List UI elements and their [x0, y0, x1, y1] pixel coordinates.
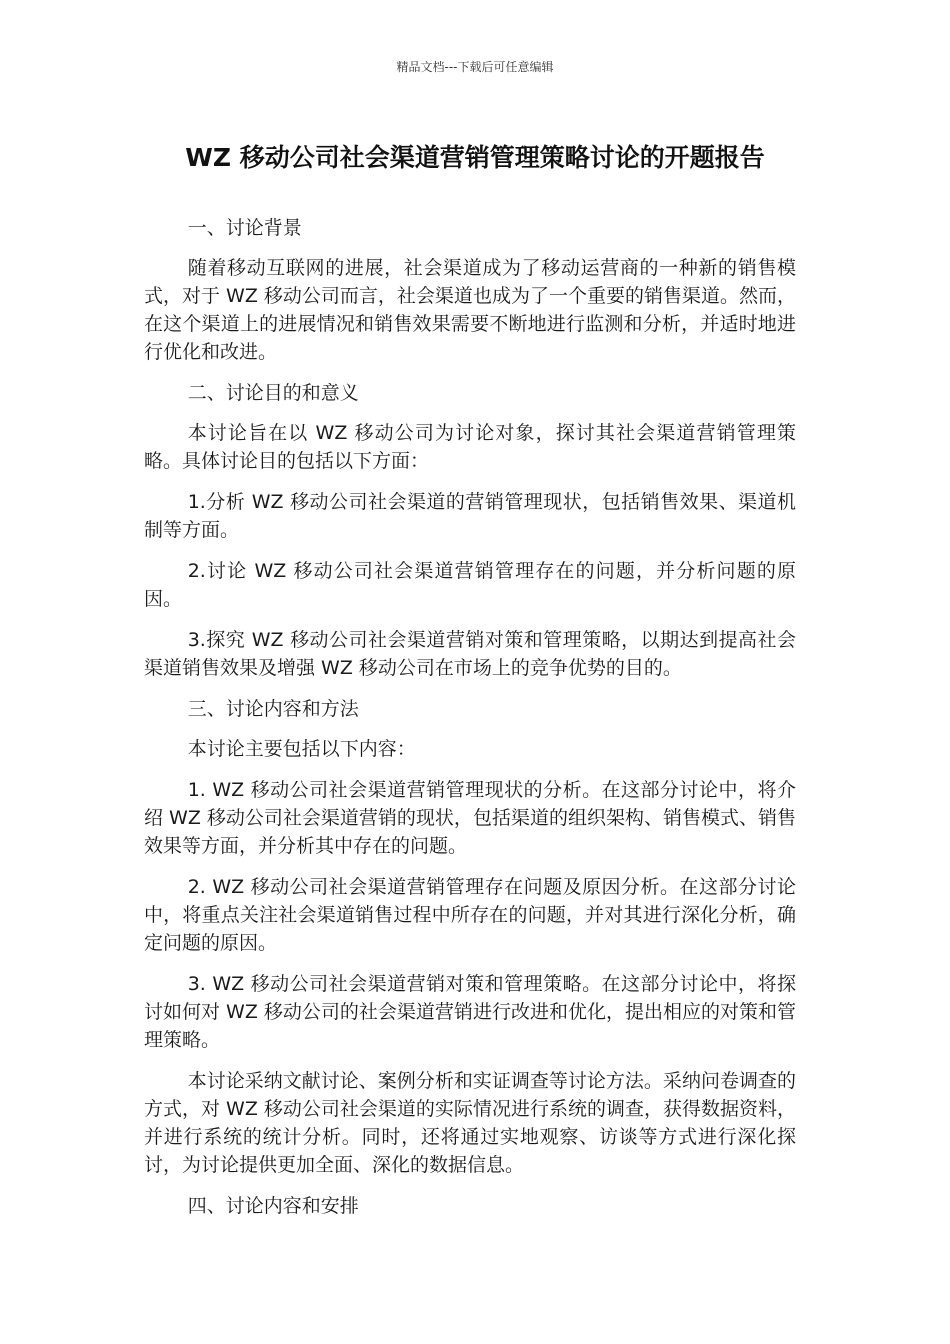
section-heading-content-method: 三、讨论内容和方法: [187, 698, 359, 720]
purpose-item-1: 1.分析 WZ 移动公司社会渠道的营销管理现状，包括销售效果、渠道机制等方面。: [144, 491, 796, 541]
content-item-1: 1. WZ 移动公司社会渠道营销管理现状的分析。在这部分讨论中，将介绍 WZ 移动公司社会渠道营销的现状，包括渠道的组织架构、销售模式、销售效果等方面，并分析其中存在的问题。: [144, 779, 796, 857]
purpose-item-3: 3.探究 WZ 移动公司社会渠道营销对策和管理策略，以期达到提高社会渠道销售效果及增强 WZ 移动公司在市场上的竞争优势的目的。: [144, 629, 796, 679]
paragraph-methods: 本讨论采纳文献讨论、案例分析和实证调查等讨论方法。采纳问卷调查的方式，对 WZ 移动公司社会渠道的实际情况进行系统的调查，获得数据资料，并进行系统的统计分析。同时，还将通过实地观察、访谈等方式进行深化探讨，为讨论提供更加全面、深化的数据信息。: [144, 1070, 796, 1176]
content-item-3: 3. WZ 移动公司社会渠道营销对策和管理策略。在这部分讨论中，将探讨如何对 WZ 移动公司的社会渠道营销进行改进和优化，提出相应的对策和管理策略。: [144, 973, 796, 1051]
header-note: 精品文档---下载后可任意编辑: [396, 60, 554, 74]
section-heading-schedule: 四、讨论内容和安排: [187, 1195, 359, 1217]
purpose-item-2: 2.讨论 WZ 移动公司社会渠道营销管理存在的问题，并分析问题的原因。: [144, 560, 796, 610]
document-title: WZ 移动公司社会渠道营销管理策略讨论的开题报告: [185, 143, 765, 172]
paragraph-purpose-intro: 本讨论旨在以 WZ 移动公司为讨论对象，探讨其社会渠道营销管理策略。具体讨论目的包括以下方面：: [144, 422, 796, 472]
paragraph-content-intro: 本讨论主要包括以下内容：: [187, 738, 416, 760]
document-body: [144, 214, 796, 1232]
section-heading-purpose: 二、讨论目的和意义: [187, 382, 359, 404]
section-heading-background: 一、讨论背景: [187, 217, 302, 239]
paragraph-background: 随着移动互联网的进展，社会渠道成为了移动运营商的一种新的销售模式，对于 WZ 移动公司而言，社会渠道也成为了一个重要的销售渠道。然而，在这个渠道上的进展情况和销售效果需要不断地进行监测和分析，并适时地进行优化和改进。: [144, 257, 796, 363]
content-item-2: 2. WZ 移动公司社会渠道营销管理存在问题及原因分析。在这部分讨论中，将重点关注社会渠道销售过程中所存在的问题，并对其进行深化分析，确定问题的原因。: [144, 876, 796, 954]
